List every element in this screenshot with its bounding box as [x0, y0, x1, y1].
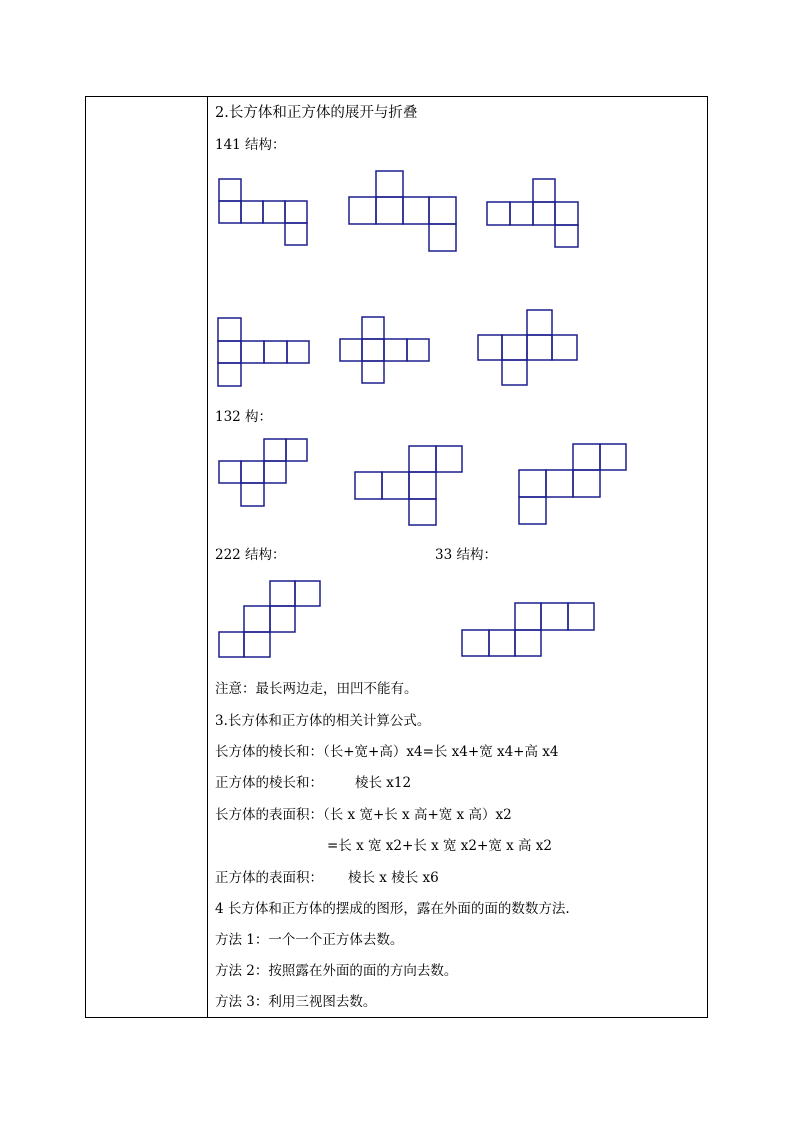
formula-cuboid-area-2: =长 x 宽 x2+长 x 宽 x2+宽 x 高 x2 [327, 838, 553, 854]
formula-cuboid-area-1: 长方体的表面积：（长 x 宽+长 x 高+宽 x 高）x2 [215, 807, 512, 823]
section-4-title: 4 长方体和正方体的摆成的图形，露在外面的面的数数方法. [215, 901, 570, 917]
formula-cuboid-edge: 长方体的棱长和：（长+宽+高）x4=长 x4+宽 x4+高 x4 [215, 744, 559, 760]
label-132: 132 构： [215, 409, 273, 425]
section-2-title: 2.长方体和正方体的展开与折叠 [215, 105, 418, 121]
label-141: 141 结构： [215, 137, 286, 153]
label-33: 33 结构： [435, 547, 497, 563]
formula-cube-edge-value: 棱长 x12 [355, 775, 412, 791]
label-222: 222 结构： [215, 547, 286, 563]
method-2: 方法 2：按照露在外面的面的方向去数。 [215, 963, 458, 979]
method-3: 方法 3：利用三视图去数。 [215, 994, 377, 1010]
section-3-title: 3.长方体和正方体的相关计算公式。 [215, 713, 431, 729]
formula-cube-area-label: 正方体的表面积： [215, 870, 323, 886]
formula-cube-edge-label: 正方体的棱长和： [215, 775, 323, 791]
formula-cube-area-value: 棱长 x 棱长 x6 [348, 870, 439, 886]
method-1: 方法 1：一个一个正方体去数。 [215, 932, 404, 948]
note-text: 注意：最长两边走，田凹不能有。 [215, 681, 418, 697]
